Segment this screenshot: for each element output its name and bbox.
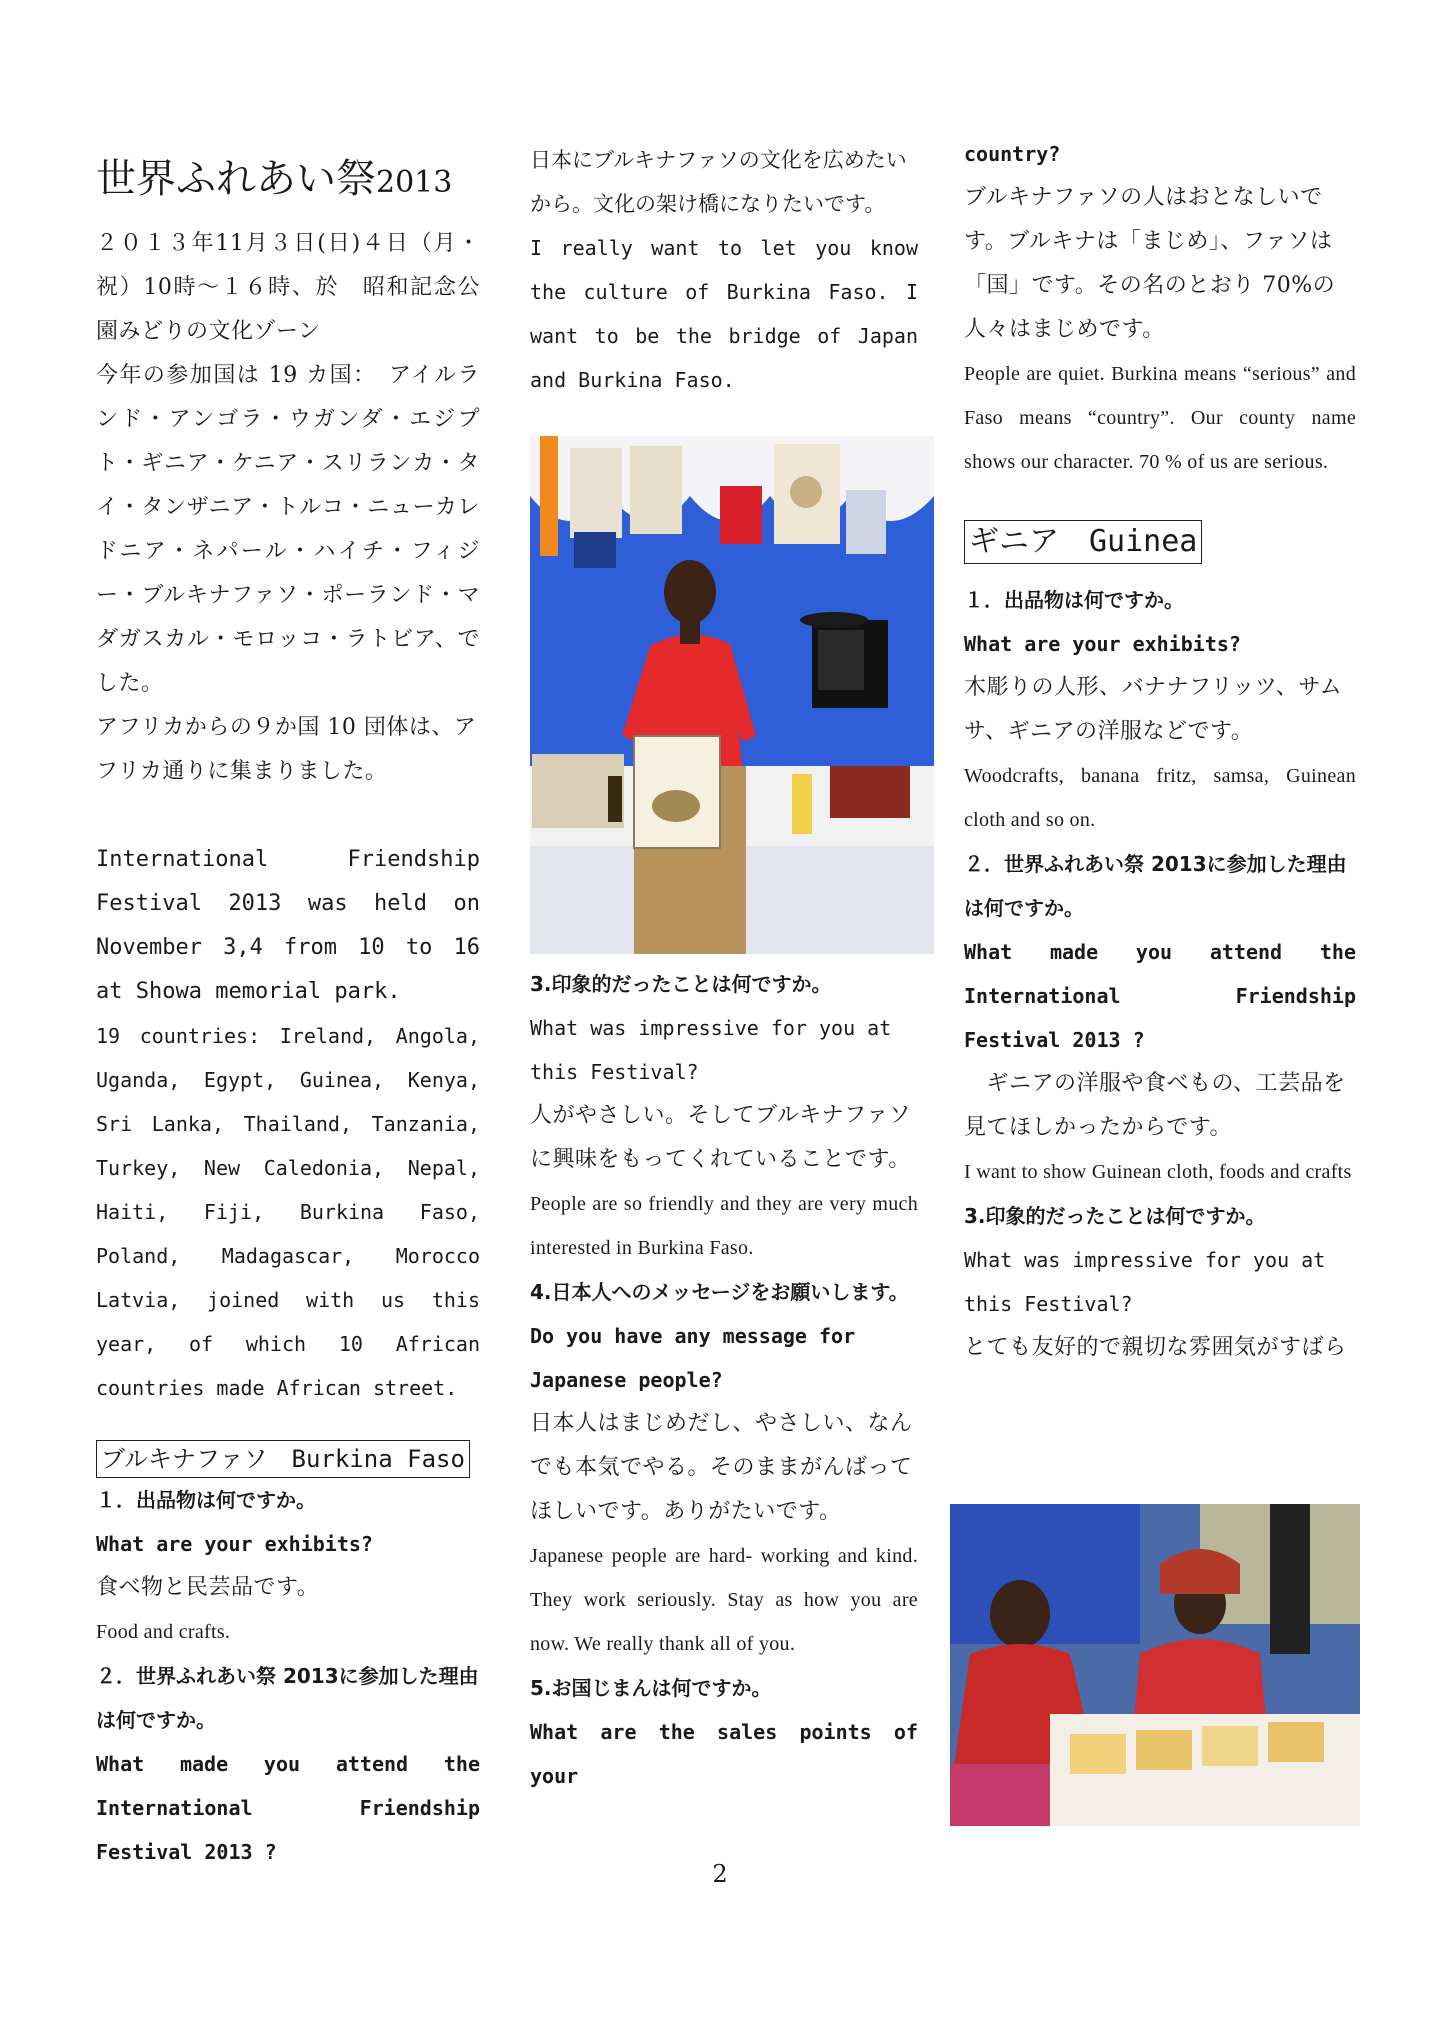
burkina-q2-jp: ２．世界ふれあい祭 2013に参加した理由は何ですか。: [96, 1664, 479, 1732]
page-number: 2: [712, 1860, 728, 1888]
guinea-q1-jp: １．出品物は何ですか。: [964, 588, 1184, 612]
guinea-q1-en: What are your exhibits?: [964, 632, 1241, 656]
burkina-q4-en: Do you have any message for Japanese people?: [530, 1324, 856, 1392]
guinea-heading: ギニア Guinea: [964, 520, 1202, 564]
burkina-q3-en: What was impressive for you at this Festival?: [530, 1016, 892, 1084]
booth-photo-illustration: [530, 436, 934, 954]
burkina-a2-jp: 日本にブルキナファソの文化を広めたいから。文化の架け橋になりたいです。: [530, 148, 907, 216]
burkina-a3-jp: 人がやさしい。そしてブルキナファソに興味をもってくれていることです。: [530, 1103, 912, 1172]
burkina-faso-heading: ブルキナファソ Burkina Faso: [96, 1440, 470, 1478]
burkina-a5-en: People are quiet. Burkina means “serious” and Faso means “country”. Our county name shows our character. 70 % of us are serious.: [964, 363, 1356, 473]
burkina-q5-en-cont: country?: [964, 142, 1061, 166]
burkina-q1-jp: １．出品物は何ですか。: [96, 1488, 316, 1512]
guinea-q2-jp: ２．世界ふれあい祭 2013に参加した理由は何ですか。: [964, 852, 1347, 920]
burkina-q3-jp: 3.印象的だったことは何ですか。: [530, 972, 832, 996]
guinea-booth-photo: [950, 1504, 1360, 1826]
guinea-a2-jp: ギニアの洋服や食べもの、工芸品を見てほしかったからです。: [964, 1071, 1346, 1140]
guinea-q3-jp: 3.印象的だったことは何ですか。: [964, 1204, 1266, 1228]
burkina-a3-en: People are so friendly and they are very much interested in Burkina Faso.: [530, 1193, 918, 1259]
burkina-faso-booth-photo: [530, 436, 934, 954]
guinea-a2-en: I want to show Guinean cloth, foods and crafts: [964, 1161, 1352, 1183]
guinea-a3-jp: とても友好的で親切な雰囲気がすばら: [964, 1335, 1347, 1360]
burkina-q1-en: What are your exhibits?: [96, 1532, 373, 1556]
burkina-a1-en: Food and crafts.: [96, 1621, 231, 1643]
burkina-q5-en: What are the sales points of your: [530, 1720, 918, 1788]
burkina-a2-en: I really want to let you know the culture of Burkina Faso. I want to be the bridge of Japan and Burkina Faso.: [530, 236, 918, 392]
column-3: [964, 138, 1356, 1370]
burkina-q2-en: What made you attend the International Friendship Festival 2013 ?: [96, 1752, 480, 1864]
column-2-lower: [530, 962, 918, 1798]
guinea-photo-illustration: [950, 1504, 1360, 1826]
page-title: 世界ふれあい祭2013: [96, 156, 453, 202]
countries-jp: 今年の参加国は 19 カ国： アイルランド・アンゴラ・ウガンダ・エジプト・ギニア・ケニア・スリランカ・タイ・タンザニア・トルコ・ニューカレドニア・ネパール・ハイチ・フィジー・ブルキナファソ・ポーランド・マダガスカル・モロッコ・ラトビア、でした。: [96, 363, 480, 696]
column-2: [530, 138, 918, 402]
burkina-a4-jp: 日本人はまじめだし、やさしい、なんでも本気でやる。そのままがんばってほしいです。ありがたいです。: [530, 1411, 913, 1524]
column-1: [96, 138, 480, 1874]
burkina-a1-jp: 食べ物と民芸品です。: [96, 1575, 320, 1600]
guinea-a1-jp: 木彫りの人形、バナナフリッツ、サムサ、ギニアの洋服などです。: [964, 675, 1343, 744]
burkina-q5-jp: 5.お国じまんは何ですか。: [530, 1676, 772, 1700]
burkina-q4-jp: 4.日本人へのメッセージをお願いします。: [530, 1280, 909, 1304]
festival-date-jp: ２０１３年11月３日(日)４日（月・祝）10時〜１６時、於 昭和記念公園みどりの文化ゾーン: [96, 231, 480, 344]
festival-intro-en: International Friendship Festival 2013 was held on November 3,4 from 10 to 16 at Showa memorial park.: [96, 847, 480, 1004]
title-year: 2013: [376, 165, 453, 200]
burkina-a5-jp: ブルキナファソの人はおとなしいです。ブルキナは「まじめ」、ファソは「国」です。その名のとおり 70%の人々はまじめです。: [964, 185, 1336, 342]
guinea-a1-en: Woodcrafts, banana fritz, samsa, Guinean cloth and so on.: [964, 765, 1356, 831]
guinea-q3-en: What was impressive for you at this Festival?: [964, 1248, 1326, 1316]
africa-street-jp: アフリカからの９か国 10 団体は、アフリカ通りに集まりました。: [96, 715, 477, 784]
burkina-a4-en: Japanese people are hard- working and kind. They work seriously. Stay as how you are now. We really thank all of you.: [530, 1545, 918, 1655]
countries-en: 19 countries: Ireland, Angola, Uganda, Egypt, Guinea, Kenya, Sri Lanka, Thailand, Tanzania, Turkey, New Caledonia, Nepal, Haiti, Fiji, Burkina Faso, Poland, Madagascar, Morocco Latvia, joined with us this year, of which 10 African countries made African street.: [96, 1024, 480, 1400]
guinea-q2-en: What made you attend the International Friendship Festival 2013 ?: [964, 940, 1356, 1052]
